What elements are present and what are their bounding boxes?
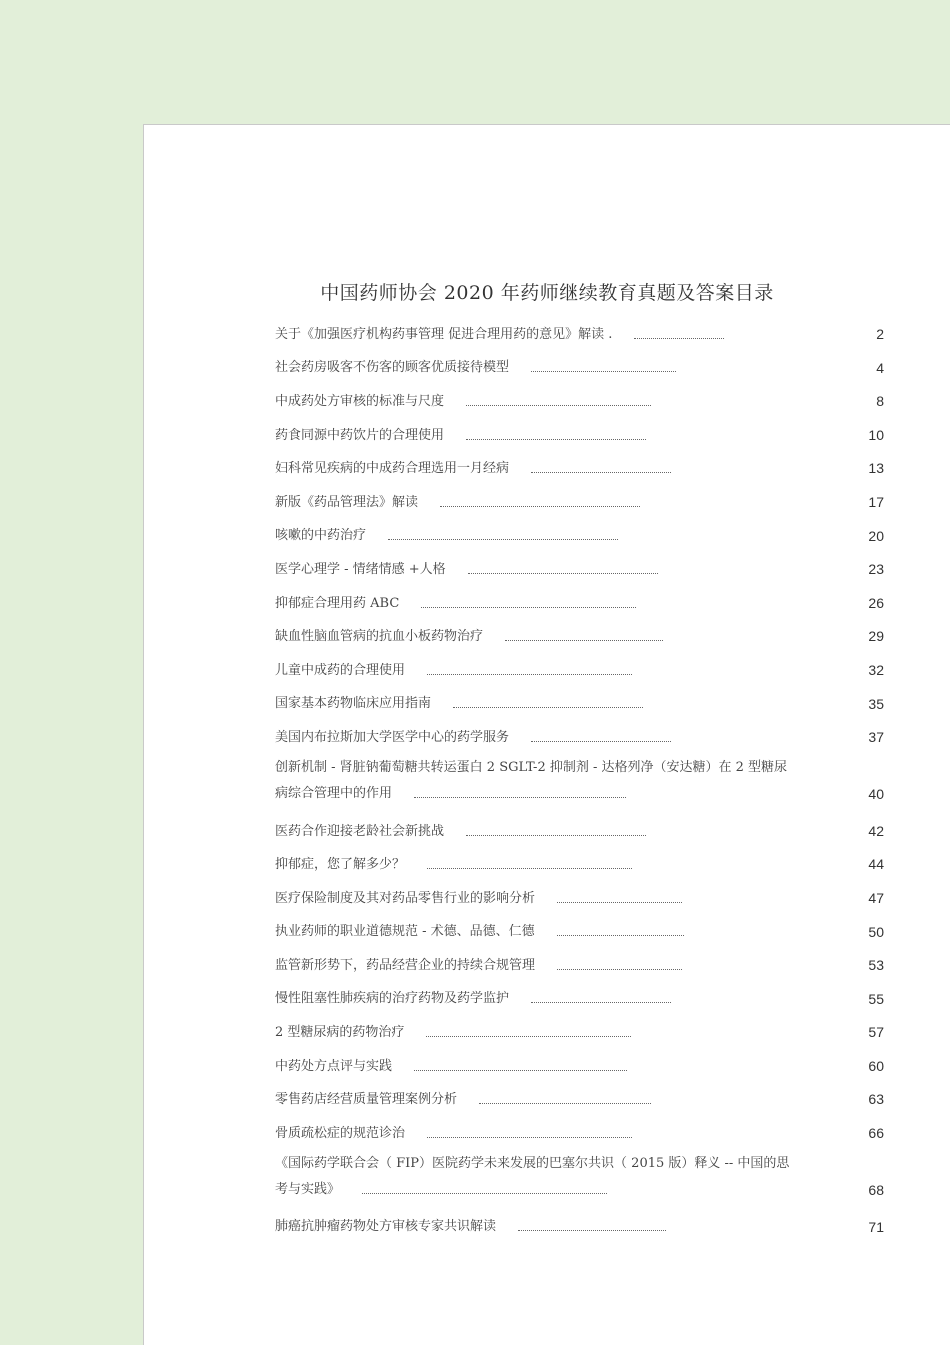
- toc-entry-title: 药食同源中药饮片的合理使用: [275, 427, 445, 443]
- toc-page-number: 29: [868, 628, 884, 645]
- toc-page-number: 26: [868, 594, 884, 611]
- toc-entry[interactable]: [275, 949, 883, 983]
- dot-leader: [505, 639, 663, 641]
- dot-leader: [427, 867, 632, 869]
- dot-leader: [518, 1229, 666, 1231]
- table-of-contents: [275, 318, 883, 1244]
- toc-entry-title: 监管新形势下，药品经营企业的持续合规管理: [275, 957, 536, 973]
- toc-entry-title: 2 型糖尿病的药物治疗: [275, 1025, 405, 1041]
- dot-leader: [466, 404, 651, 406]
- toc-entry[interactable]: [275, 1151, 883, 1211]
- toc-entry-title: 抑郁症，您了解多少？: [275, 857, 406, 873]
- toc-page-number: 8: [876, 393, 884, 410]
- toc-page-number: 2: [876, 326, 884, 342]
- dot-leader: [557, 934, 684, 936]
- toc-entry[interactable]: [275, 688, 883, 722]
- toc-entry-title: 新版《药品管理法》解读: [275, 494, 419, 510]
- toc-entry-title: 抑郁症合理用药 ABC: [275, 595, 400, 611]
- toc-entry[interactable]: [275, 419, 883, 453]
- toc-entry[interactable]: [275, 815, 883, 849]
- dot-leader: [414, 1069, 627, 1071]
- toc-entry-title: 执业药师的职业道德规范 - 术德、品德、仁德: [275, 924, 535, 940]
- toc-entry[interactable]: [275, 385, 883, 419]
- dot-leader: [388, 538, 618, 540]
- toc-entry[interactable]: [275, 1211, 883, 1245]
- toc-page-number: 10: [868, 426, 884, 443]
- dot-leader: [414, 796, 626, 798]
- toc-entry-title: 妇科常见疾病的中成药合理选用一月经病: [275, 461, 510, 477]
- toc-entry[interactable]: [275, 520, 883, 554]
- toc-entry[interactable]: [275, 1016, 883, 1050]
- toc-page-number: 63: [868, 1091, 884, 1108]
- toc-entry[interactable]: [275, 318, 883, 352]
- toc-entry-title: 医药合作迎接老龄社会新挑战: [275, 823, 445, 839]
- toc-entry[interactable]: [275, 916, 883, 950]
- dot-leader: [531, 1001, 671, 1003]
- toc-page-number: 17: [868, 493, 884, 510]
- dot-leader: [531, 370, 676, 372]
- toc-page-number: 37: [868, 729, 884, 746]
- toc-page-number: 60: [868, 1057, 884, 1074]
- toc-entry[interactable]: [275, 654, 883, 688]
- toc-entry[interactable]: [275, 882, 883, 916]
- toc-entry[interactable]: [275, 1117, 883, 1151]
- toc-entry-title: 国家基本药物临床应用指南: [275, 696, 432, 712]
- toc-entry[interactable]: [275, 1050, 883, 1084]
- toc-page-number: 66: [868, 1125, 884, 1142]
- toc-page-number: 71: [868, 1218, 884, 1235]
- toc-page-number: 13: [868, 460, 884, 477]
- toc-page-number: 68: [868, 1181, 884, 1198]
- toc-page-number: 42: [868, 822, 884, 839]
- toc-entry-title: 缺血性脑血管病的抗血小板药物治疗: [275, 629, 484, 645]
- toc-entry[interactable]: [275, 452, 883, 486]
- toc-entry[interactable]: [275, 486, 883, 520]
- toc-entry[interactable]: [275, 721, 883, 755]
- toc-entry[interactable]: [275, 983, 883, 1017]
- toc-entry-title: 美国内布拉斯加大学医学中心的药学服务: [275, 729, 510, 745]
- toc-entry[interactable]: [275, 755, 883, 815]
- dot-leader: [634, 337, 724, 339]
- toc-entry[interactable]: [275, 848, 883, 882]
- toc-page-number: 35: [868, 695, 884, 712]
- toc-entry[interactable]: [275, 587, 883, 621]
- toc-page-number: 23: [868, 561, 884, 578]
- dot-leader: [466, 438, 646, 440]
- toc-entry[interactable]: [275, 553, 883, 587]
- dot-leader: [531, 471, 671, 473]
- dot-leader: [531, 740, 671, 742]
- toc-entry[interactable]: [275, 620, 883, 654]
- toc-entry[interactable]: [275, 1083, 883, 1117]
- document-page: [143, 124, 950, 1345]
- toc-entry-title: 咳嗽的中药治疗: [275, 528, 367, 544]
- toc-entry-title: 慢性阻塞性肺疾病的治疗药物及药学监护: [275, 991, 510, 1007]
- toc-entry-title: 儿童中成药的合理使用: [275, 662, 406, 678]
- toc-page-number: 50: [868, 923, 884, 940]
- toc-page-number: 4: [876, 359, 884, 376]
- toc-page-number: 55: [868, 990, 884, 1007]
- toc-page-number: 32: [868, 661, 884, 678]
- dot-leader: [557, 901, 682, 903]
- toc-entry-title: 社会药房吸客不伤客的顾客优质接待模型: [275, 360, 510, 376]
- toc-page-number: 57: [868, 1024, 884, 1041]
- document-title: 中国药师协会 2020 年药师继续教育真题及答案目录: [320, 282, 774, 304]
- dot-leader: [468, 572, 658, 574]
- toc-page-number: 40: [868, 785, 884, 802]
- toc-entry-title: 中药处方点评与实践: [275, 1058, 393, 1074]
- toc-entry-title-continued: 病综合管理中的作用: [275, 785, 393, 801]
- toc-page-number: 20: [868, 527, 884, 544]
- dot-leader: [427, 673, 632, 675]
- dot-leader: [440, 505, 640, 507]
- dot-leader: [426, 1035, 631, 1037]
- dot-leader: [453, 706, 643, 708]
- dot-leader: [466, 834, 646, 836]
- toc-entry-title: 医疗保险制度及其对药品零售行业的影响分析: [275, 890, 536, 906]
- toc-entry[interactable]: [275, 352, 883, 386]
- toc-entry-title: 《国际药学联合会（ FIP）医院药学未来发展的巴塞尔共识（ 2015 版）释义 -- 中国的思: [275, 1155, 790, 1171]
- toc-page-number: 47: [868, 889, 884, 906]
- toc-entry-title: 创新机制 - 肾脏钠葡萄糖共转运蛋白 2 SGLT-2 抑制剂 - 达格列净（安达糖）在 2 型糖尿: [275, 759, 788, 775]
- dot-leader: [421, 606, 636, 608]
- toc-page-number: 53: [868, 957, 884, 974]
- toc-entry-title: 中成药处方审核的标准与尺度: [275, 393, 445, 409]
- toc-entry-title: 医学心理学 - 情绪情感 +人格: [275, 561, 446, 577]
- toc-entry-title-continued: 考与实践》: [275, 1181, 341, 1197]
- toc-entry-title: 关于《加强医疗机构药事管理 促进合理用药的意见》解读 .: [275, 326, 613, 342]
- toc-entry-title: 零售药店经营质量管理案例分析: [275, 1092, 458, 1108]
- dot-leader: [427, 1136, 632, 1138]
- dot-leader: [479, 1102, 651, 1104]
- dot-leader: [557, 968, 682, 970]
- toc-page-number: 44: [868, 856, 884, 873]
- toc-entry-title: 肺癌抗肿瘤药物处方审核专家共识解读: [275, 1219, 497, 1235]
- dot-leader: [362, 1192, 607, 1194]
- toc-entry-title: 骨质疏松症的规范诊治: [275, 1125, 406, 1141]
